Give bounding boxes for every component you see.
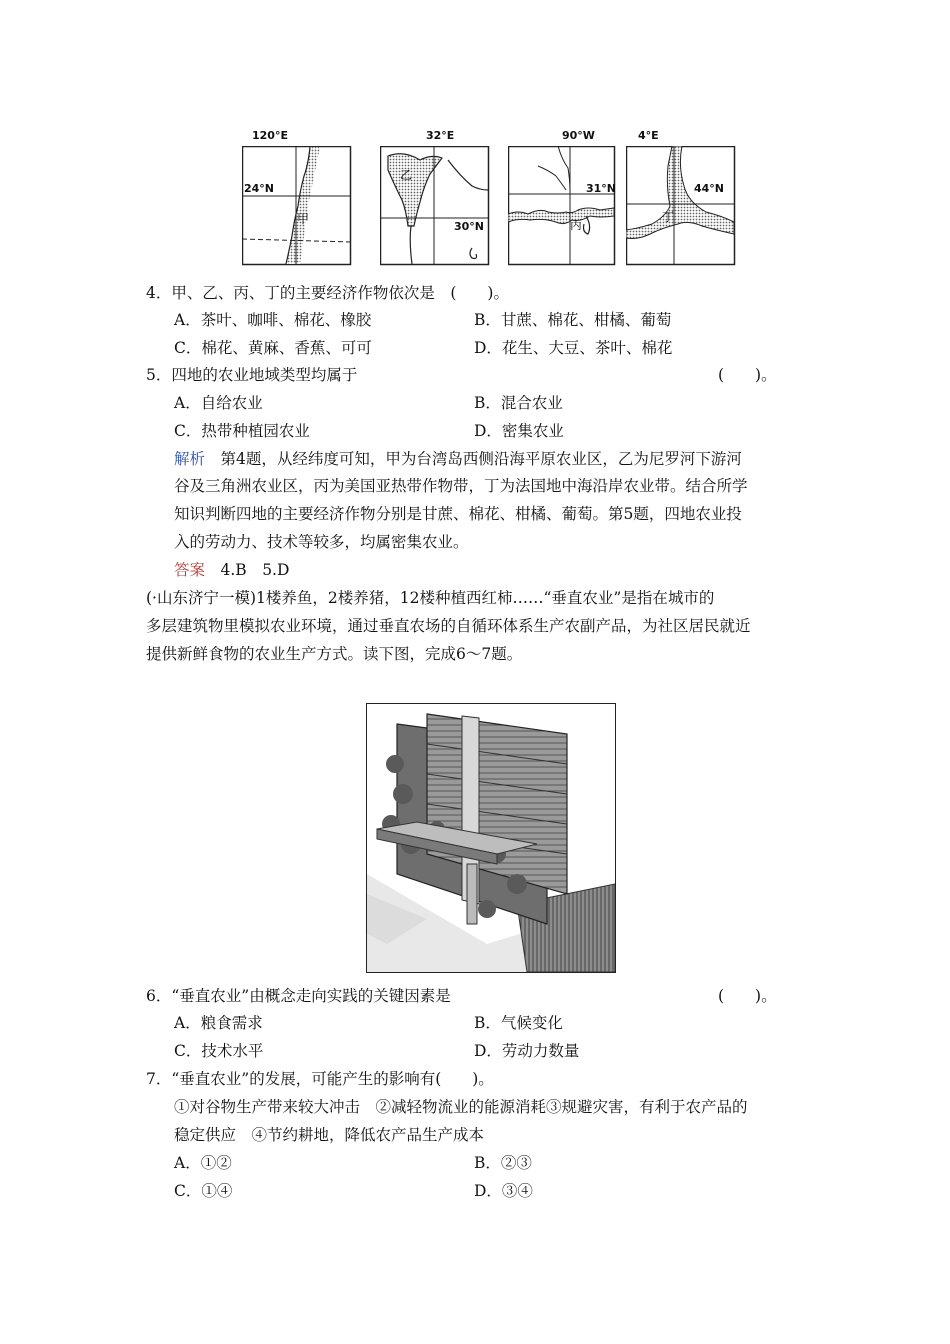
map-jia-figure <box>242 146 352 266</box>
map-bing-figure <box>508 146 616 266</box>
passage-line-2: 多层建筑物里模拟农业环境，通过垂直农场的自循环体系生产农副产品，为社区居民就近 <box>146 617 751 635</box>
q5-option-a: A．自给农业 <box>174 394 263 412</box>
vertical-farm-figure <box>367 704 615 972</box>
q7-statement-line-1: ①对谷物生产带来较大冲击 ②减轻物流业的能源消耗③规避灾害，有利于农产品的 <box>174 1098 748 1116</box>
answer-label: 答案 <box>174 561 206 579</box>
q6-option-c: C．技术水平 <box>174 1042 264 1060</box>
q5-option-b: B．混合农业 <box>474 394 563 412</box>
map-ding-lat: 44°N <box>694 182 725 195</box>
map-yi-lat: 30°N <box>454 220 485 233</box>
q6-stem: 6．“垂直农业”由概念走向实践的关键因素是 <box>146 987 451 1005</box>
q5-paren: ( )。 <box>718 366 777 384</box>
map-jia <box>242 129 352 266</box>
map-bing-lat: 31°N <box>586 182 617 195</box>
q4-option-d: D．花生、大豆、茶叶、棉花 <box>474 339 673 357</box>
map-ding-lon: 4°E <box>638 129 659 142</box>
map-ding-figure <box>626 146 736 266</box>
q7-option-c: C．①④ <box>174 1182 233 1200</box>
passage-line-3: 提供新鲜食物的农业生产方式。读下图，完成6～7题。 <box>146 645 523 663</box>
q4-option-b: B．甘蔗、棉花、柑橘、葡萄 <box>474 311 672 329</box>
map-yi-place: 乙 <box>400 168 413 182</box>
map-yi-figure <box>380 146 490 266</box>
analysis-line-3: 知识判断四地的主要经济作物分别是甘蔗、棉花、柑橘、葡萄。第5题，四地农业投 <box>174 505 742 523</box>
map-bing <box>508 129 617 266</box>
analysis-label: 解析 <box>174 450 206 468</box>
q7-option-a: A．①② <box>174 1154 232 1172</box>
answer-text: 4.B 5.D <box>205 561 290 579</box>
q7-option-b: B．②③ <box>474 1154 532 1172</box>
answer-line <box>174 556 289 584</box>
map-ding <box>626 129 736 266</box>
q7-stem: 7．“垂直农业”的发展，可能产生的影响有( )。 <box>146 1070 494 1088</box>
vertical-farm-image <box>366 703 616 973</box>
analysis-line-2: 谷及三角洲农业区，丙为美国亚热带作物带，丁为法国地中海沿岸农业带。结合所学 <box>174 477 748 495</box>
q6-option-d: D．劳动力数量 <box>474 1042 580 1060</box>
q6-paren: ( )。 <box>718 987 777 1005</box>
q5-option-d: D．密集农业 <box>474 422 564 440</box>
analysis-line-4: 入的劳动力、技术等较多，均属密集农业。 <box>174 533 469 551</box>
map-bing-lon: 90°W <box>562 129 595 142</box>
q5-stem: 5．四地的农业地域类型均属于 <box>146 366 358 384</box>
analysis-text-1: 第4题，从经纬度可知，甲为台湾岛西侧沿海平原农业区，乙为尼罗河下游河 <box>205 450 742 468</box>
map-bing-place: 丙 <box>570 218 583 232</box>
q4-option-a: A．茶叶、咖啡、棉花、橡胶 <box>174 311 372 329</box>
map-jia-place: 甲 <box>297 212 310 226</box>
map-yi <box>380 129 490 266</box>
q4-option-c: C．棉花、黄麻、香蕉、可可 <box>174 339 372 357</box>
q7-statement-line-2: 稳定供应 ④节约耕地，降低农产品生产成本 <box>174 1126 485 1144</box>
q6-option-b: B．气候变化 <box>474 1014 563 1032</box>
passage-line-1: (·山东济宁一模)1楼养鱼，2楼养猪，12楼种植西红柿……“垂直农业”是指在城市的 <box>146 589 715 607</box>
location-maps <box>238 128 768 270</box>
map-jia-lon: 120°E <box>252 129 288 142</box>
q4-stem: 4．甲、乙、丙、丁的主要经济作物依次是 ( )。 <box>146 284 509 302</box>
map-ding-place: 丁 <box>662 210 675 224</box>
map-jia-lat: 24°N <box>244 182 275 195</box>
map-yi-lon: 32°E <box>426 129 455 142</box>
q6-option-a: A．粮食需求 <box>174 1014 263 1032</box>
q7-option-d: D．③④ <box>474 1182 533 1200</box>
analysis-line-1 <box>174 445 742 473</box>
q5-option-c: C．热带种植园农业 <box>174 422 310 440</box>
